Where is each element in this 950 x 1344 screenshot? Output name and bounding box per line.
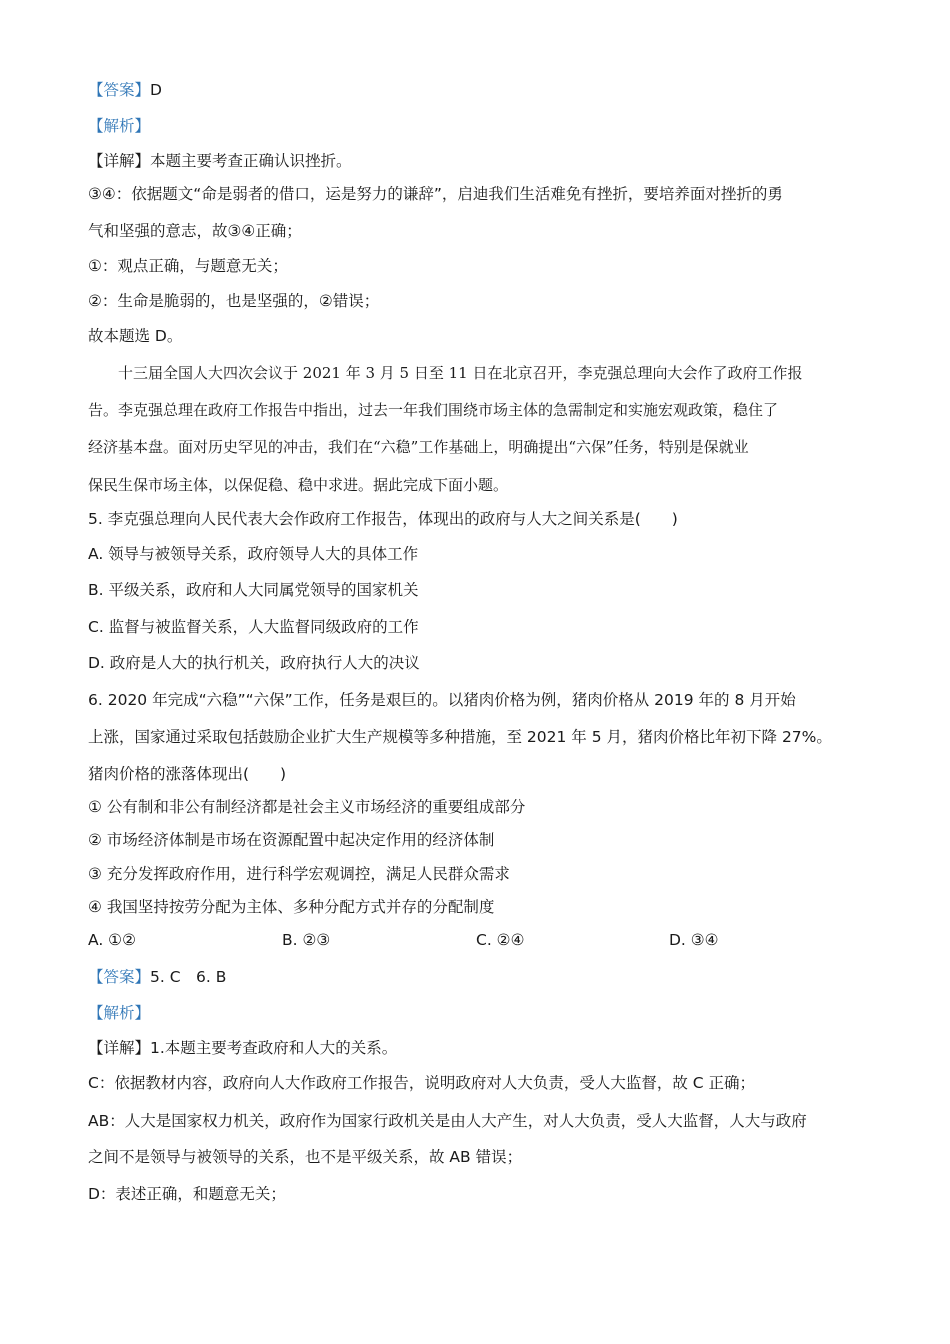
question-5-option-a: A. 领导与被领导关系，政府领导人大的具体工作 bbox=[88, 545, 419, 563]
question-6-statement: ② 市场经济体制是市场在资源配置中起决定作用的经济体制 bbox=[88, 831, 495, 849]
explanation-line: 故本题选 D。 bbox=[88, 327, 183, 345]
question-6-stem: 上涨，国家通过采取包括鼓励企业扩大生产规模等多种措施，至 2021 年 5 月，猪肉价格比年初下降 27%。 bbox=[88, 728, 832, 746]
question-6-stem: 6. 2020 年完成“六稳”“六保”工作，任务是艰巨的。以猪肉价格为例，猪肉价格从 2019 年的 8 月开始 bbox=[88, 691, 796, 709]
answer-value: 5. C 6. B bbox=[150, 968, 227, 986]
question-6-statement: ④ 我国坚持按劳分配为主体、多种分配方式并存的分配制度 bbox=[88, 898, 495, 916]
answer-line bbox=[88, 967, 226, 987]
explanation-line: D：表述正确，和题意无关； bbox=[88, 1185, 286, 1203]
explanation-line: ①：观点正确，与题意无关； bbox=[88, 257, 288, 275]
answer-value: D bbox=[150, 81, 162, 99]
passage-line: 保民生保市场主体，以保促稳、稳中求进。据此完成下面小题。 bbox=[88, 476, 509, 494]
explanation-line: 气和坚强的意志，故③④正确； bbox=[88, 222, 302, 240]
question-6-stem: 猪肉价格的涨落体现出( ) bbox=[88, 765, 287, 783]
question-6-statement: ③ 充分发挥政府作用，进行科学宏观调控，满足人民群众需求 bbox=[88, 865, 510, 883]
detail-line bbox=[88, 151, 352, 171]
question-5-option-d: D. 政府是人大的执行机关，政府执行人大的决议 bbox=[88, 654, 420, 672]
answer-label: 【答案】 bbox=[88, 968, 151, 986]
detail-label: 【详解】 bbox=[88, 152, 151, 170]
explanation-line: AB：人大是国家权力机关，政府作为国家行政机关是由人大产生，对人大负责，受人大监督，人大与政府 bbox=[88, 1112, 807, 1130]
explanation-line: C：依据教材内容，政府向人大作政府工作报告，说明政府对人大负责，受人大监督，故 C 正确； bbox=[88, 1074, 756, 1092]
question-6-choice-c: C. ②④ bbox=[476, 931, 525, 949]
detail-line bbox=[88, 1038, 397, 1058]
question-5-option-c: C. 监督与被监督关系，人大监督同级政府的工作 bbox=[88, 618, 419, 636]
detail-text: 本题主要考查正确认识挫折。 bbox=[150, 152, 352, 170]
question-5-stem: 5. 李克强总理向人民代表大会作政府工作报告，体现出的政府与人大之间关系是( ) bbox=[88, 510, 678, 528]
analysis-label: 【解析】 bbox=[88, 1004, 151, 1022]
question-6-choice-a: A. ①② bbox=[88, 931, 136, 949]
passage-line: 告。李克强总理在政府工作报告中指出，过去一年我们围绕市场主体的急需制定和实施宏观政策，稳住了 bbox=[88, 401, 779, 419]
passage-line: 十三届全国人大四次会议于 2021 年 3 月 5 日至 11 日在北京召开，李克强总理向大会作了政府工作报 bbox=[118, 364, 803, 382]
passage-line: 经济基本盘。面对历史罕见的冲击，我们在“六稳”工作基础上，明确提出“六保”任务，特别是保就业 bbox=[88, 438, 749, 456]
question-6-choice-b: B. ②③ bbox=[282, 931, 331, 949]
detail-text: 1.本题主要考查政府和人大的关系。 bbox=[150, 1039, 398, 1057]
explanation-line: ②：生命是脆弱的，也是坚强的，②错误； bbox=[88, 292, 380, 310]
question-6-choice-d: D. ③④ bbox=[669, 931, 719, 949]
analysis-label: 【解析】 bbox=[88, 117, 151, 135]
answer-line bbox=[88, 80, 162, 100]
explanation-line: ③④：依据题文“命是弱者的借口，运是努力的谦辞”，启迪我们生活难免有挫折，要培养面对挫折的勇 bbox=[88, 185, 783, 203]
answer-label: 【答案】 bbox=[88, 81, 151, 99]
question-5-option-b: B. 平级关系，政府和人大同属党领导的国家机关 bbox=[88, 581, 419, 599]
explanation-line: 之间不是领导与被领导的关系，也不是平级关系，故 AB 错误； bbox=[88, 1148, 523, 1166]
question-6-statement: ① 公有制和非公有制经济都是社会主义市场经济的重要组成部分 bbox=[88, 798, 526, 816]
detail-label: 【详解】 bbox=[88, 1039, 151, 1057]
